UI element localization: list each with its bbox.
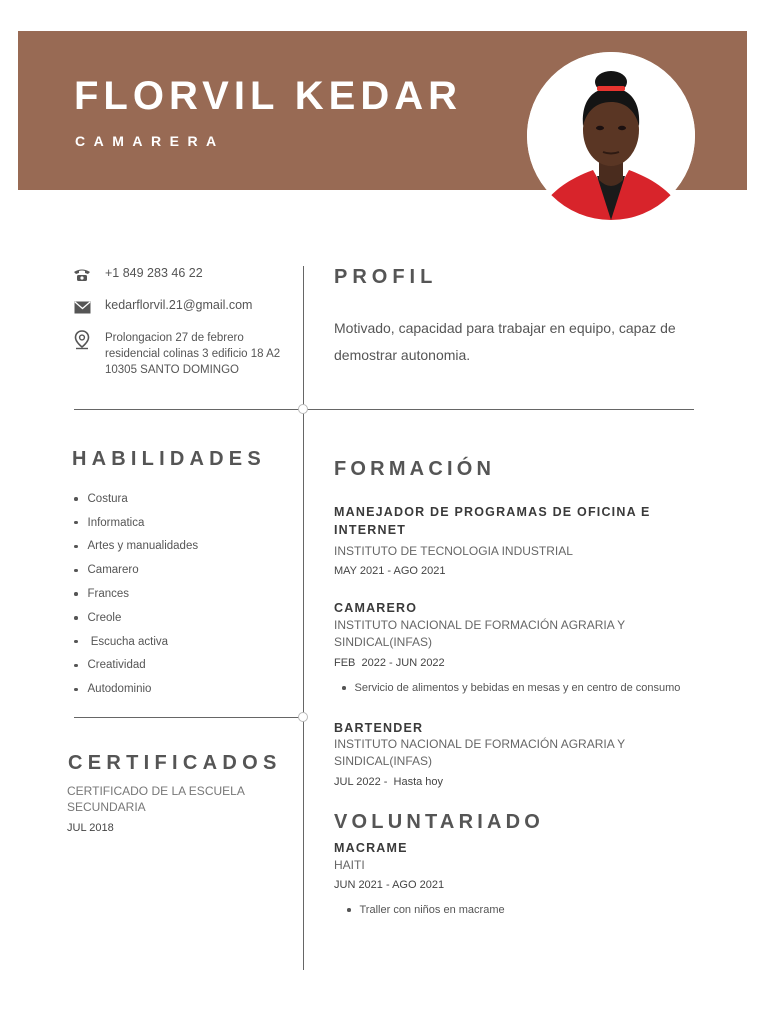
candidate-name: FLORVIL KEDAR: [74, 74, 462, 118]
skill-item: Artes y manualidades: [74, 535, 198, 559]
skill-item: Costura: [74, 487, 198, 511]
skill-item: Autodominio: [74, 677, 198, 701]
phone-icon: [72, 266, 92, 284]
formacion-entry-1-dates: MAY 2021 - AGO 2021: [334, 565, 446, 577]
formacion-entry-1-institution: INSTITUTO DE TECNOLOGIA INDUSTRIAL: [334, 544, 573, 558]
certificate-date: JUL 2018: [67, 822, 114, 834]
email-text[interactable]: kedarflorvil.21@gmail.com: [105, 298, 253, 312]
profil-heading: PROFIL: [334, 266, 438, 288]
vertical-divider: [303, 266, 304, 970]
voluntariado-entry-title: MACRAME: [334, 841, 408, 855]
horizontal-divider-top: [74, 409, 694, 410]
envelope-icon: [72, 298, 92, 316]
address-line-1: Prolongacion 27 de febrero: [105, 332, 244, 344]
habilidades-heading: HABILIDADES: [72, 448, 266, 470]
voluntariado-bullet: [347, 904, 505, 916]
formacion-entry-2-bullet: [342, 682, 680, 694]
profile-photo: [527, 52, 695, 220]
address-line-2: residencial colinas 3 edificio 18 A2: [105, 348, 281, 360]
formacion-entry-2-title: CAMARERO: [334, 601, 418, 615]
address-block: [105, 330, 280, 378]
skill-item: Creole: [74, 606, 198, 630]
skills-list: [74, 487, 198, 701]
certificate-name: CERTIFICADO DE LA ESCUELA SECUNDARIA: [67, 784, 245, 814]
address-line-3: 10305 SANTO DOMINGO: [105, 364, 239, 376]
skill-item: Camarero: [74, 558, 198, 582]
voluntariado-place: HAITI: [334, 858, 365, 872]
formacion-heading: FORMACIÓN: [334, 458, 496, 480]
formacion-entry-3-title: BARTENDER: [334, 721, 424, 735]
bullet-text: Traller con niños en macrame: [359, 904, 505, 916]
contact-address: [72, 330, 280, 378]
skill-item: Informatica: [74, 511, 198, 535]
divider-node-top: [298, 404, 308, 414]
formacion-entry-2-dates: FEB 2022 - JUN 2022: [334, 657, 445, 669]
bullet-text: Servicio de alimentos y bebidas en mesas y en centro de consumo: [354, 682, 681, 694]
candidate-role: CAMARERA: [75, 133, 225, 149]
contact-email: [72, 298, 252, 316]
profil-text: Motivado, capacidad para trabajar en equipo, capaz de demostrar autonomia.: [334, 320, 676, 363]
horizontal-divider-left: [74, 717, 303, 718]
skill-item: Escucha activa: [74, 630, 198, 654]
certificados-heading: CERTIFICADOS: [68, 752, 282, 774]
skill-item: Frances: [74, 582, 198, 606]
voluntariado-heading: VOLUNTARIADO: [334, 811, 545, 833]
formacion-entry-3-dates: JUL 2022 - Hasta hoy: [334, 776, 444, 788]
location-pin-icon: [72, 330, 92, 350]
contact-phone: [72, 266, 203, 284]
divider-node-bottom: [298, 712, 308, 722]
formacion-entry-1-title: MANEJADOR DE PROGRAMAS DE OFICINA E INTERNET: [334, 505, 651, 537]
formacion-entry-3-institution: INSTITUTO NACIONAL DE FORMACIÓN AGRARIA Y SINDICAL(INFAS): [334, 737, 625, 768]
phone-text[interactable]: +1 849 283 46 22: [105, 266, 203, 280]
formacion-entry-2-institution: INSTITUTO NACIONAL DE FORMACIÓN AGRARIA Y SINDICAL(INFAS): [334, 618, 625, 649]
skill-item: Creatividad: [74, 654, 198, 678]
voluntariado-dates: JUN 2021 - AGO 2021: [334, 879, 445, 891]
